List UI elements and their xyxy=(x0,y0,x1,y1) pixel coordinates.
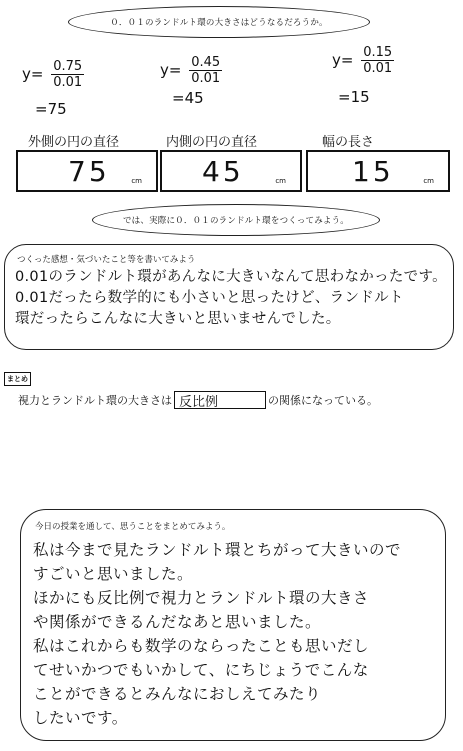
impressions-prompt: つくった感想・気づいたこと等を書いてみよう xyxy=(17,255,196,265)
value-width: 15 xyxy=(352,155,394,188)
reflection-line: したいです。 xyxy=(33,709,128,727)
summary-tag xyxy=(4,372,31,386)
formula-inner xyxy=(160,56,222,85)
formula-width xyxy=(332,46,394,75)
reflection-line: すごいと思いました。 xyxy=(33,565,194,583)
impression-line: 0.01だったら数学的にも小さいと思ったけど、ランドルト xyxy=(15,290,404,306)
fraction xyxy=(189,56,222,85)
denominator: 0.01 xyxy=(191,71,221,86)
reflection-line: ことができるとみんなにおしえてみたり xyxy=(33,685,322,703)
reflection-box xyxy=(20,509,446,741)
formula-y: y= xyxy=(160,61,182,79)
formula-outer-result: =75 xyxy=(35,100,67,118)
formula-y: y= xyxy=(332,51,354,69)
summary-before: 視力とランドルト環の大きさは xyxy=(18,394,172,407)
unit-width: cm xyxy=(423,177,434,185)
impressions-box xyxy=(4,244,454,350)
reflection-line: 私は今まで見たランドルト環とちがって大きいので xyxy=(33,541,402,559)
denominator: 0.01 xyxy=(53,75,83,90)
summary-tag-text: まとめ xyxy=(7,375,28,383)
summary-answer-box xyxy=(174,391,266,409)
reflection-line: てせいかつでもいかして、にちじょうでこんな xyxy=(33,661,369,679)
formula-inner-result: =45 xyxy=(172,89,204,107)
formula-y: y= xyxy=(22,65,44,83)
formula-outer xyxy=(22,60,84,89)
reflection-line: や関係ができるんだなあと思いました。 xyxy=(33,613,322,631)
fraction xyxy=(361,46,394,75)
label-outer-diameter: 外側の円の直径 xyxy=(28,135,120,150)
numerator: 0.75 xyxy=(53,59,83,74)
question-cloud xyxy=(68,6,370,38)
unit-outer: cm xyxy=(131,177,142,185)
value-inner: 45 xyxy=(202,155,244,188)
summary-answer: 反比例 xyxy=(179,395,219,410)
reflection-line: ほかにも反比例で視力とランドルト環の大きさ xyxy=(33,589,370,607)
reflection-line: 私はこれからも数学のならったことも思いだし xyxy=(33,637,370,655)
numerator: 0.45 xyxy=(191,55,221,70)
impression-line: 0.01のランドルト環があんなに大きいなんて思わなかったです。 xyxy=(15,269,447,285)
formula-width-result: =15 xyxy=(338,88,370,106)
value-outer: 75 xyxy=(68,155,110,188)
label-inner-diameter: 内側の円の直径 xyxy=(166,135,258,150)
impression-line: 環だったらこんなに大きいと思いませんでした。 xyxy=(15,311,341,327)
answer-box-width xyxy=(306,150,450,192)
answer-box-inner xyxy=(160,150,302,192)
reflection-prompt: 今日の授業を通して、思うことをまとめてみよう。 xyxy=(35,522,231,532)
denominator: 0.01 xyxy=(363,61,393,76)
summary-after: の関係になっている。 xyxy=(268,394,378,407)
numerator: 0.15 xyxy=(363,45,393,60)
answer-box-outer xyxy=(16,150,158,192)
make-text: では、実際に０．０１のランドルト環をつくってみよう。 xyxy=(122,216,350,226)
question-text: ０．０１のランドルト環の大きさはどうなるだろうか。 xyxy=(110,18,328,28)
summary-sentence xyxy=(18,391,378,409)
fraction xyxy=(51,60,84,89)
unit-inner: cm xyxy=(275,177,286,185)
label-width: 幅の長さ xyxy=(322,135,375,150)
make-cloud xyxy=(92,204,380,236)
